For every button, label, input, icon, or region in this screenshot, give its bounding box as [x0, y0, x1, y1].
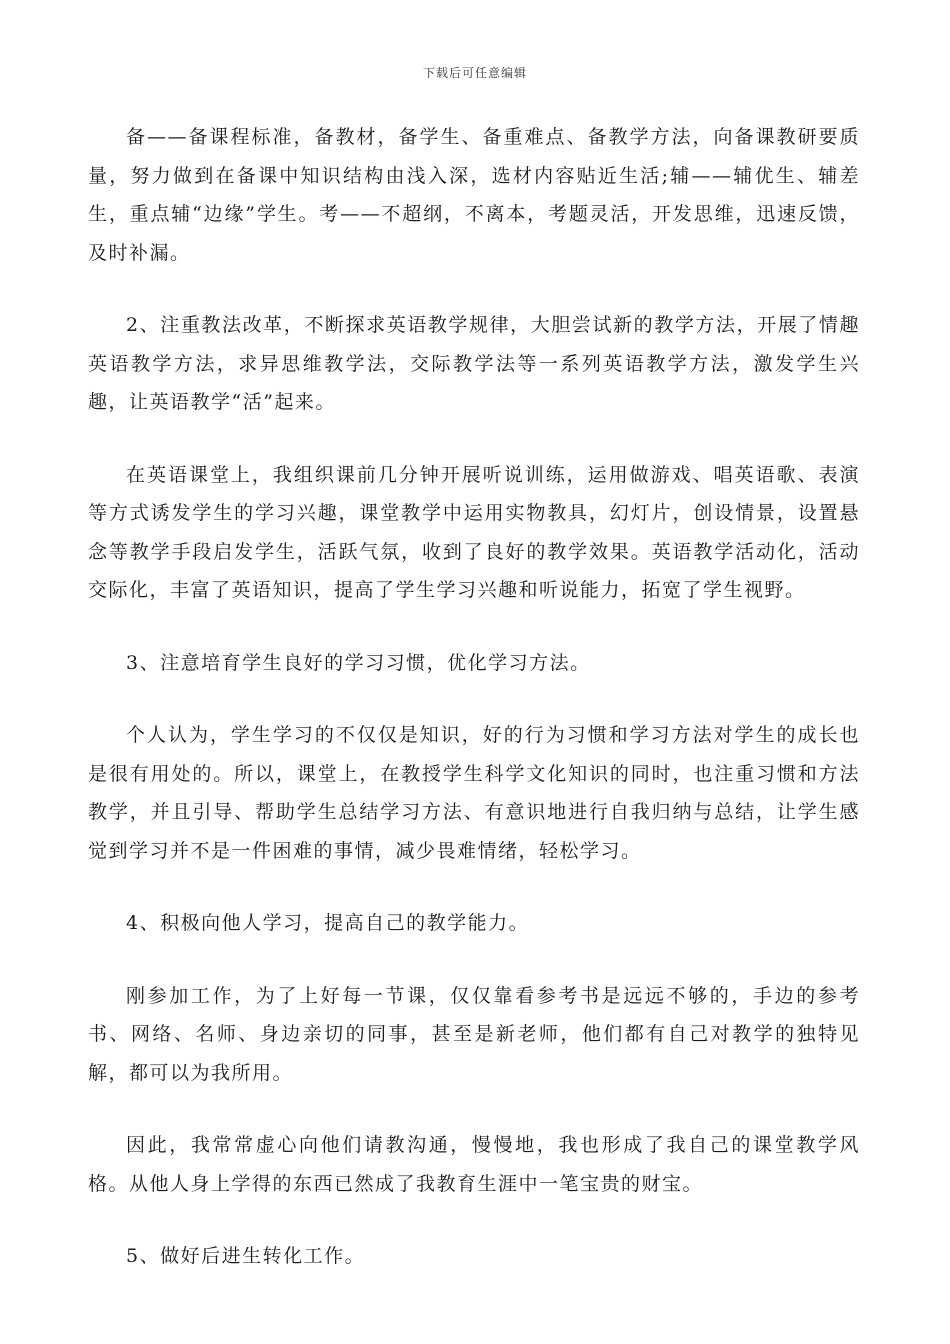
paragraph-teaching-style: 因此，我常常虚心向他们请教沟通，慢慢地，我也形成了我自己的课堂教学风格。从他人身上学得的东西已然成了我教育生涯中一笔宝贵的财宝。: [88, 1134, 860, 1195]
page-header: 下载后可任意编辑: [422, 66, 527, 80]
paragraph-classroom-activities: 在英语课堂上，我组织课前几分钟开展听说训练，运用做游戏、唱英语歌、表演等方式诱发学生的学习兴趣，课堂教学中运用实物教具，幻灯片，创设情景，设置悬念等教学手段启发学生，活跃气氛，收到了良好的教学效果。英语教学活动化，活动交际化，丰富了英语知识，提高了学生学习兴趣和听说能力，拓宽了学生视野。: [88, 463, 860, 601]
paragraph-teaching-reform: 2、注重教法改革，不断探求英语教学规律，大胆尝试新的教学方法，开展了情趣英语教学方法，求异思维教学法，交际教学法等一系列英语教学方法，激发学生兴趣，让英语教学“活”起来。: [88, 314, 860, 413]
paragraph-learn-from-others: 刚参加工作，为了上好每一节课，仅仅靠看参考书是远远不够的，手边的参考书、网络、名师、身边亲切的同事，甚至是新老师，他们都有自己对教学的独特见解，都可以为我所用。: [88, 984, 860, 1084]
paragraph-study-habits: 个人认为，学生学习的不仅仅是知识，好的行为习惯和学习方法对学生的成长也是很有用处的。所以，课堂上，在教授学生科学文化知识的同时，也注重习惯和方法教学，并且引导、帮助学生总结学习方法、有意识地进行自我归纳与总结，让学生感觉到学习并不是一件困难的事情，减少畏难情绪，轻松学习。: [88, 724, 860, 862]
paragraph-preparation: 备——备课程标准，备教材，备学生、备重难点、备教学方法，向备课教研要质量，努力做到在备课中知识结构由浅入深，选材内容贴近生活;辅——辅优生、辅差生，重点辅“边缘”学生。考——不超纲，不离本，考题灵活，开发思维，迅速反馈，及时补漏。: [88, 126, 860, 264]
paragraph-heading-study-habits: 3、注意培育学生良好的学习习惯，优化学习方法。: [126, 651, 591, 674]
paragraph-heading-struggling-students: 5、做好后进生转化工作。: [126, 1245, 366, 1267]
document-body: [88, 118, 860, 1310]
paragraph-heading-learn-from-others: 4、积极向他人学习，提高自己的教学能力。: [126, 912, 530, 934]
